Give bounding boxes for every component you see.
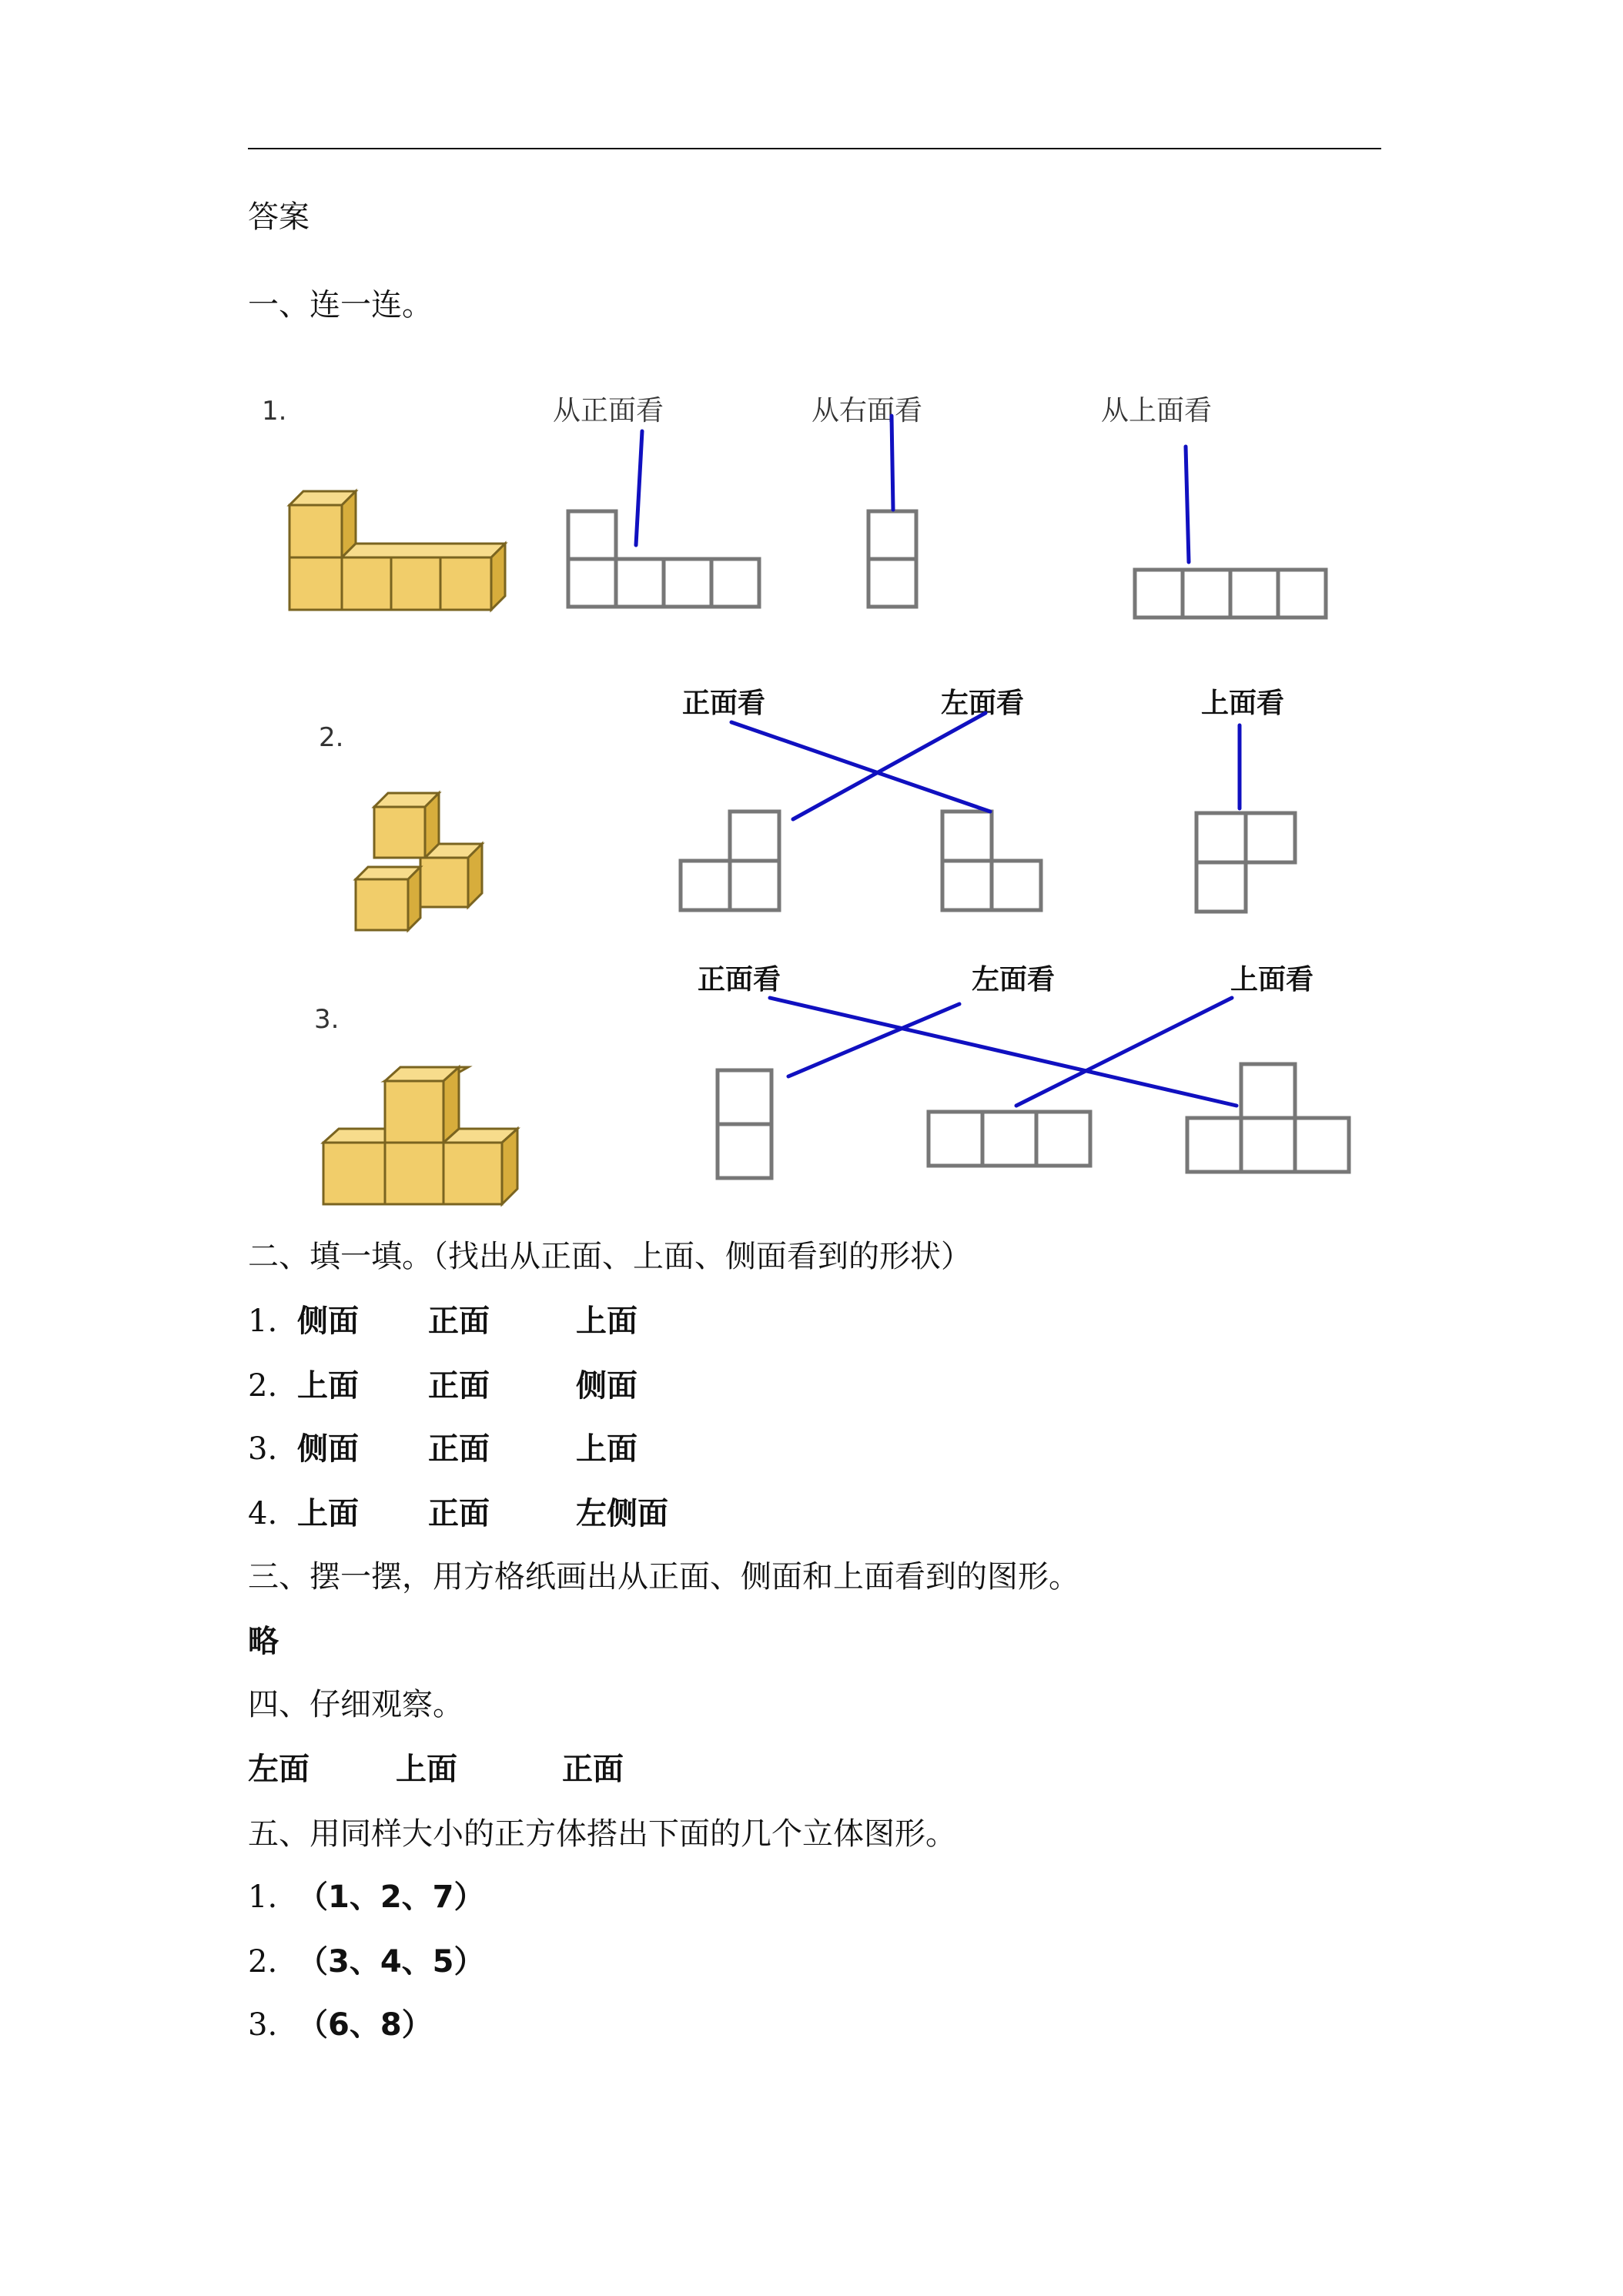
p1-cube-solid bbox=[289, 491, 505, 610]
p2-top-view bbox=[1196, 813, 1295, 912]
p1-tag-right: 从右面看 bbox=[812, 395, 923, 427]
p3-cube-solid bbox=[323, 1067, 517, 1204]
s2-row-3-b: 正面 bbox=[428, 1431, 490, 1467]
s4-answer-3: 正面 bbox=[562, 1752, 624, 1787]
s2-row-3-number: 3. bbox=[248, 1431, 278, 1467]
s2-row-1-number: 1. bbox=[248, 1304, 278, 1339]
s3-answer: 略 bbox=[248, 1624, 279, 1659]
p3-line-3 bbox=[1016, 998, 1232, 1106]
problem-2-number: 2. bbox=[319, 722, 344, 753]
p2-line-2 bbox=[793, 713, 986, 819]
p2-line-1 bbox=[731, 722, 990, 812]
section-5-title: 五、用同样大小的正方体搭出下面的几个立体图形。 bbox=[248, 1816, 956, 1852]
s2-row-4-c: 左侧面 bbox=[576, 1496, 668, 1531]
s2-row-4-number: 4. bbox=[248, 1496, 278, 1531]
p2-left-view bbox=[942, 812, 1041, 910]
s4-answer-2: 上面 bbox=[396, 1752, 457, 1787]
s2-row-1-c: 上面 bbox=[576, 1304, 637, 1339]
p1-right-view bbox=[868, 511, 916, 607]
s5-row-1-number: 1. bbox=[248, 1879, 278, 1915]
s5-row-2-number: 2. bbox=[248, 1944, 278, 1980]
p3-front-view bbox=[718, 1070, 771, 1178]
s2-row-3-a: 侧面 bbox=[297, 1431, 359, 1467]
p3-tag-left: 左面看 bbox=[972, 963, 1056, 996]
problem-1-number: 1. bbox=[262, 396, 287, 427]
p3-top-view bbox=[1187, 1064, 1349, 1172]
s5-row-2-value: （3、4、5） bbox=[297, 1944, 485, 1980]
p3-left-view bbox=[929, 1112, 1090, 1166]
p1-tag-front: 从正面看 bbox=[553, 395, 664, 427]
p1-line-right bbox=[892, 416, 893, 510]
s2-row-2-c: 侧面 bbox=[576, 1368, 637, 1404]
p1-line-front bbox=[636, 431, 642, 545]
s5-row-1-value: （1、2、7） bbox=[297, 1879, 485, 1915]
s5-row-3-number: 3. bbox=[248, 2007, 278, 2043]
p1-tag-top: 从上面看 bbox=[1101, 395, 1213, 427]
s2-row-4-b: 正面 bbox=[428, 1496, 490, 1531]
p2-cube-solid bbox=[356, 793, 482, 930]
s2-row-4-a: 上面 bbox=[297, 1496, 359, 1531]
p3-line-1 bbox=[770, 998, 1236, 1106]
s2-row-2-number: 2. bbox=[248, 1368, 278, 1404]
p2-tag-top: 上面看 bbox=[1201, 687, 1285, 719]
p1-top-view bbox=[1135, 570, 1326, 618]
p2-front-view bbox=[681, 812, 779, 910]
p1-line-top bbox=[1186, 447, 1189, 562]
s2-row-2-b: 正面 bbox=[428, 1368, 490, 1404]
s2-row-1-b: 正面 bbox=[428, 1304, 490, 1339]
problem-3-number: 3. bbox=[314, 1004, 340, 1035]
section-3-title: 三、摆一摆，用方格纸画出从正面、侧面和上面看到的图形。 bbox=[248, 1559, 1079, 1595]
s2-row-3-c: 上面 bbox=[576, 1431, 637, 1467]
answer-heading: 答案 bbox=[248, 199, 310, 235]
section-4-title: 四、仔细观察。 bbox=[248, 1687, 463, 1722]
s2-row-1-a: 侧面 bbox=[297, 1304, 359, 1339]
section-2-title: 二、填一填。（找出从正面、上面、侧面看到的形状） bbox=[248, 1239, 972, 1274]
p3-tag-top: 上面看 bbox=[1230, 963, 1314, 996]
s2-row-2-a: 上面 bbox=[297, 1368, 359, 1404]
s5-row-3-value: （6、8） bbox=[297, 2007, 433, 2043]
p3-tag-front: 正面看 bbox=[698, 963, 781, 996]
p2-tag-left: 左面看 bbox=[941, 687, 1025, 719]
s4-answer-1: 左面 bbox=[248, 1752, 310, 1787]
p2-tag-front: 正面看 bbox=[682, 687, 766, 719]
section-1-title: 一、连一连。 bbox=[248, 287, 433, 323]
p3-line-2 bbox=[788, 1004, 959, 1076]
p1-front-view bbox=[568, 511, 759, 607]
